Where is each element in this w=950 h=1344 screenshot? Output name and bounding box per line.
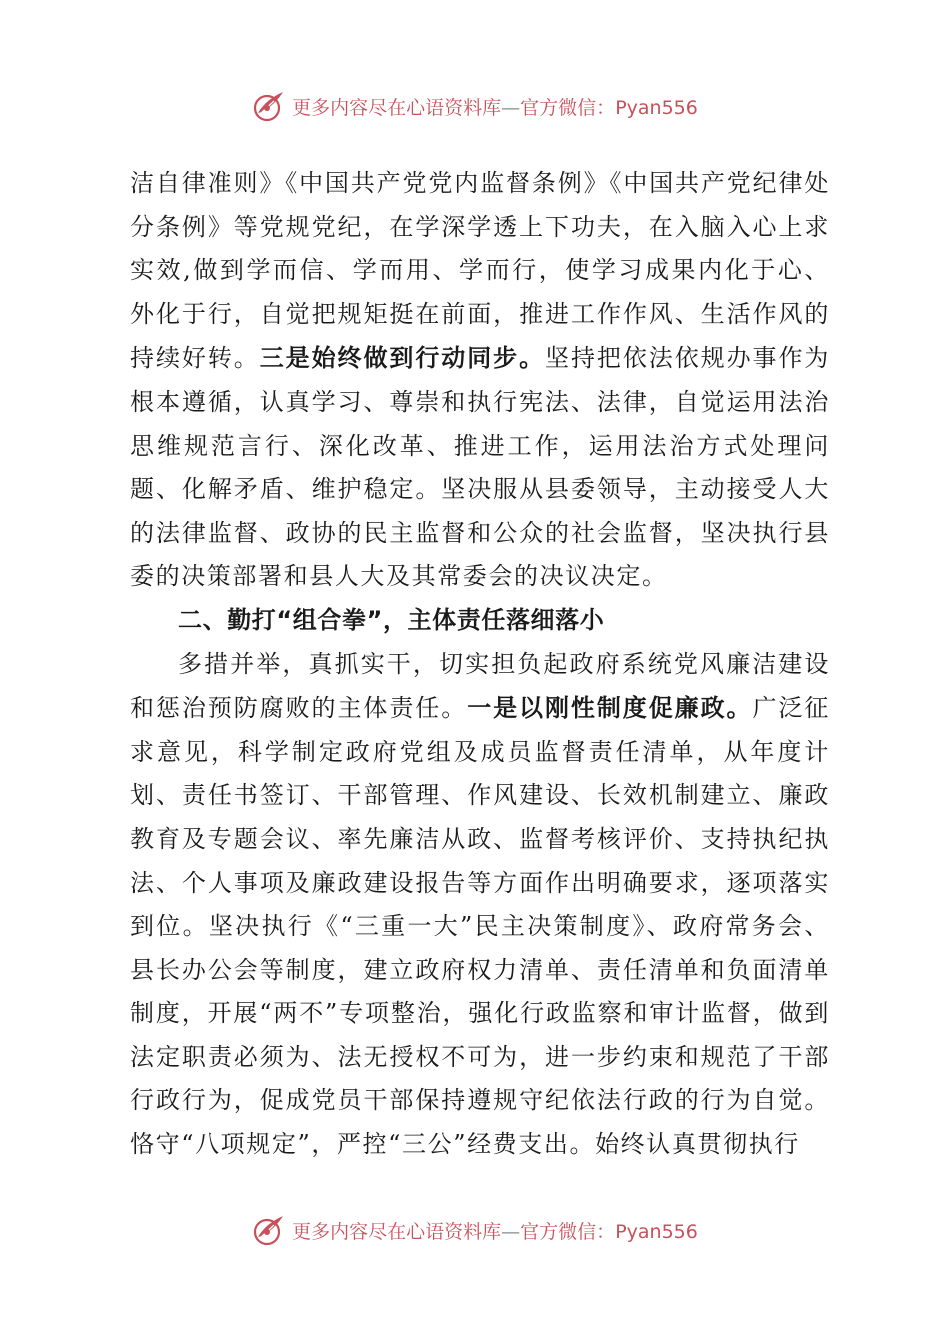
- watermark-text: [292, 93, 698, 120]
- paragraph-2-text-a: 多措并举，真抓实干，切实担负起政府系统党风廉洁建设和惩治预防腐败的主体责任。: [130, 649, 830, 723]
- watermark-header: [0, 86, 950, 126]
- watermark-separator: —: [501, 96, 521, 119]
- document-body: [130, 162, 830, 1167]
- watermark-wechat-id: Pyan556: [615, 1220, 698, 1243]
- watermark-site-name: 更多内容尽在心语资料库: [292, 96, 502, 119]
- watermark-footer: [0, 1210, 950, 1250]
- watermark-wechat-id: Pyan556: [615, 96, 698, 119]
- section-heading-2: 二、勤打“组合拳”，主体责任落细落小: [178, 605, 605, 634]
- watermark-wechat-label: 官方微信：: [520, 1220, 616, 1243]
- paragraph-1-text-a: 洁自律准则》《中国共产党党内监督条例》《中国共产党纪律处分条例》等党规党纪，在学深学透上下功夫，在入脑入心上求实效,做到学而信、学而用、学而行，使学习成果内化于心、外化于行，自觉把规矩挺在前面，推进工作作风、生活作风的持续好转。: [130, 169, 830, 373]
- watermark-wechat-label: 官方微信：: [520, 96, 616, 119]
- watermark-separator: —: [501, 1220, 521, 1243]
- watermark-site-name: 更多内容尽在心语资料库: [292, 1220, 502, 1243]
- quill-logo-icon: [252, 1213, 286, 1247]
- quill-logo-icon: [252, 89, 286, 123]
- paragraph-2-bold-lead: 一是以刚性制度促廉政。: [467, 693, 753, 723]
- paragraph-1: [130, 162, 830, 599]
- paragraph-2: [130, 643, 830, 1167]
- paragraph-1-bold-lead: 三是始终做到行动同步。: [259, 343, 546, 373]
- paragraph-1-text-b: 坚持把依法依规办事作为根本遵循，认真学习、尊崇和执行宪法、法律，自觉运用法治思维规范言行、深化改革、推进工作，运用法治方式处理问题、化解矛盾、维护稳定。坚决服从县委领导，主动接受人大的法律监督、政协的民主监督和公众的社会监督，坚决执行县委的决策部署和县人大及其常委会的决议决定。: [130, 344, 831, 591]
- paragraph-2-text-b: 广泛征求意见，科学制定政府党组及成员监督责任清单，从年度计划、责任书签订、干部管理、作风建设、长效机制建立、廉政教育及专题会议、率先廉洁从政、监督考核评价、支持执纪执法、个人事项及廉政建设报告等方面作出明确要求，逐项落实到位。坚决执行《“三重一大”民主决策制度》、政府常务会、县长办公会等制度，建立政府权力清单、责任清单和负面清单制度，开展“两不”专项整治，强化行政监察和审计监督，做到法定职责必须为、法无授权不可为，进一步约束和规范了干部行政行为，促成党员干部保持遵规守纪依法行政的行为自觉。恪守“八项规定”，严控“三公”经费支出。始终认真贯彻执行: [130, 694, 830, 1159]
- watermark-text: [292, 1217, 698, 1244]
